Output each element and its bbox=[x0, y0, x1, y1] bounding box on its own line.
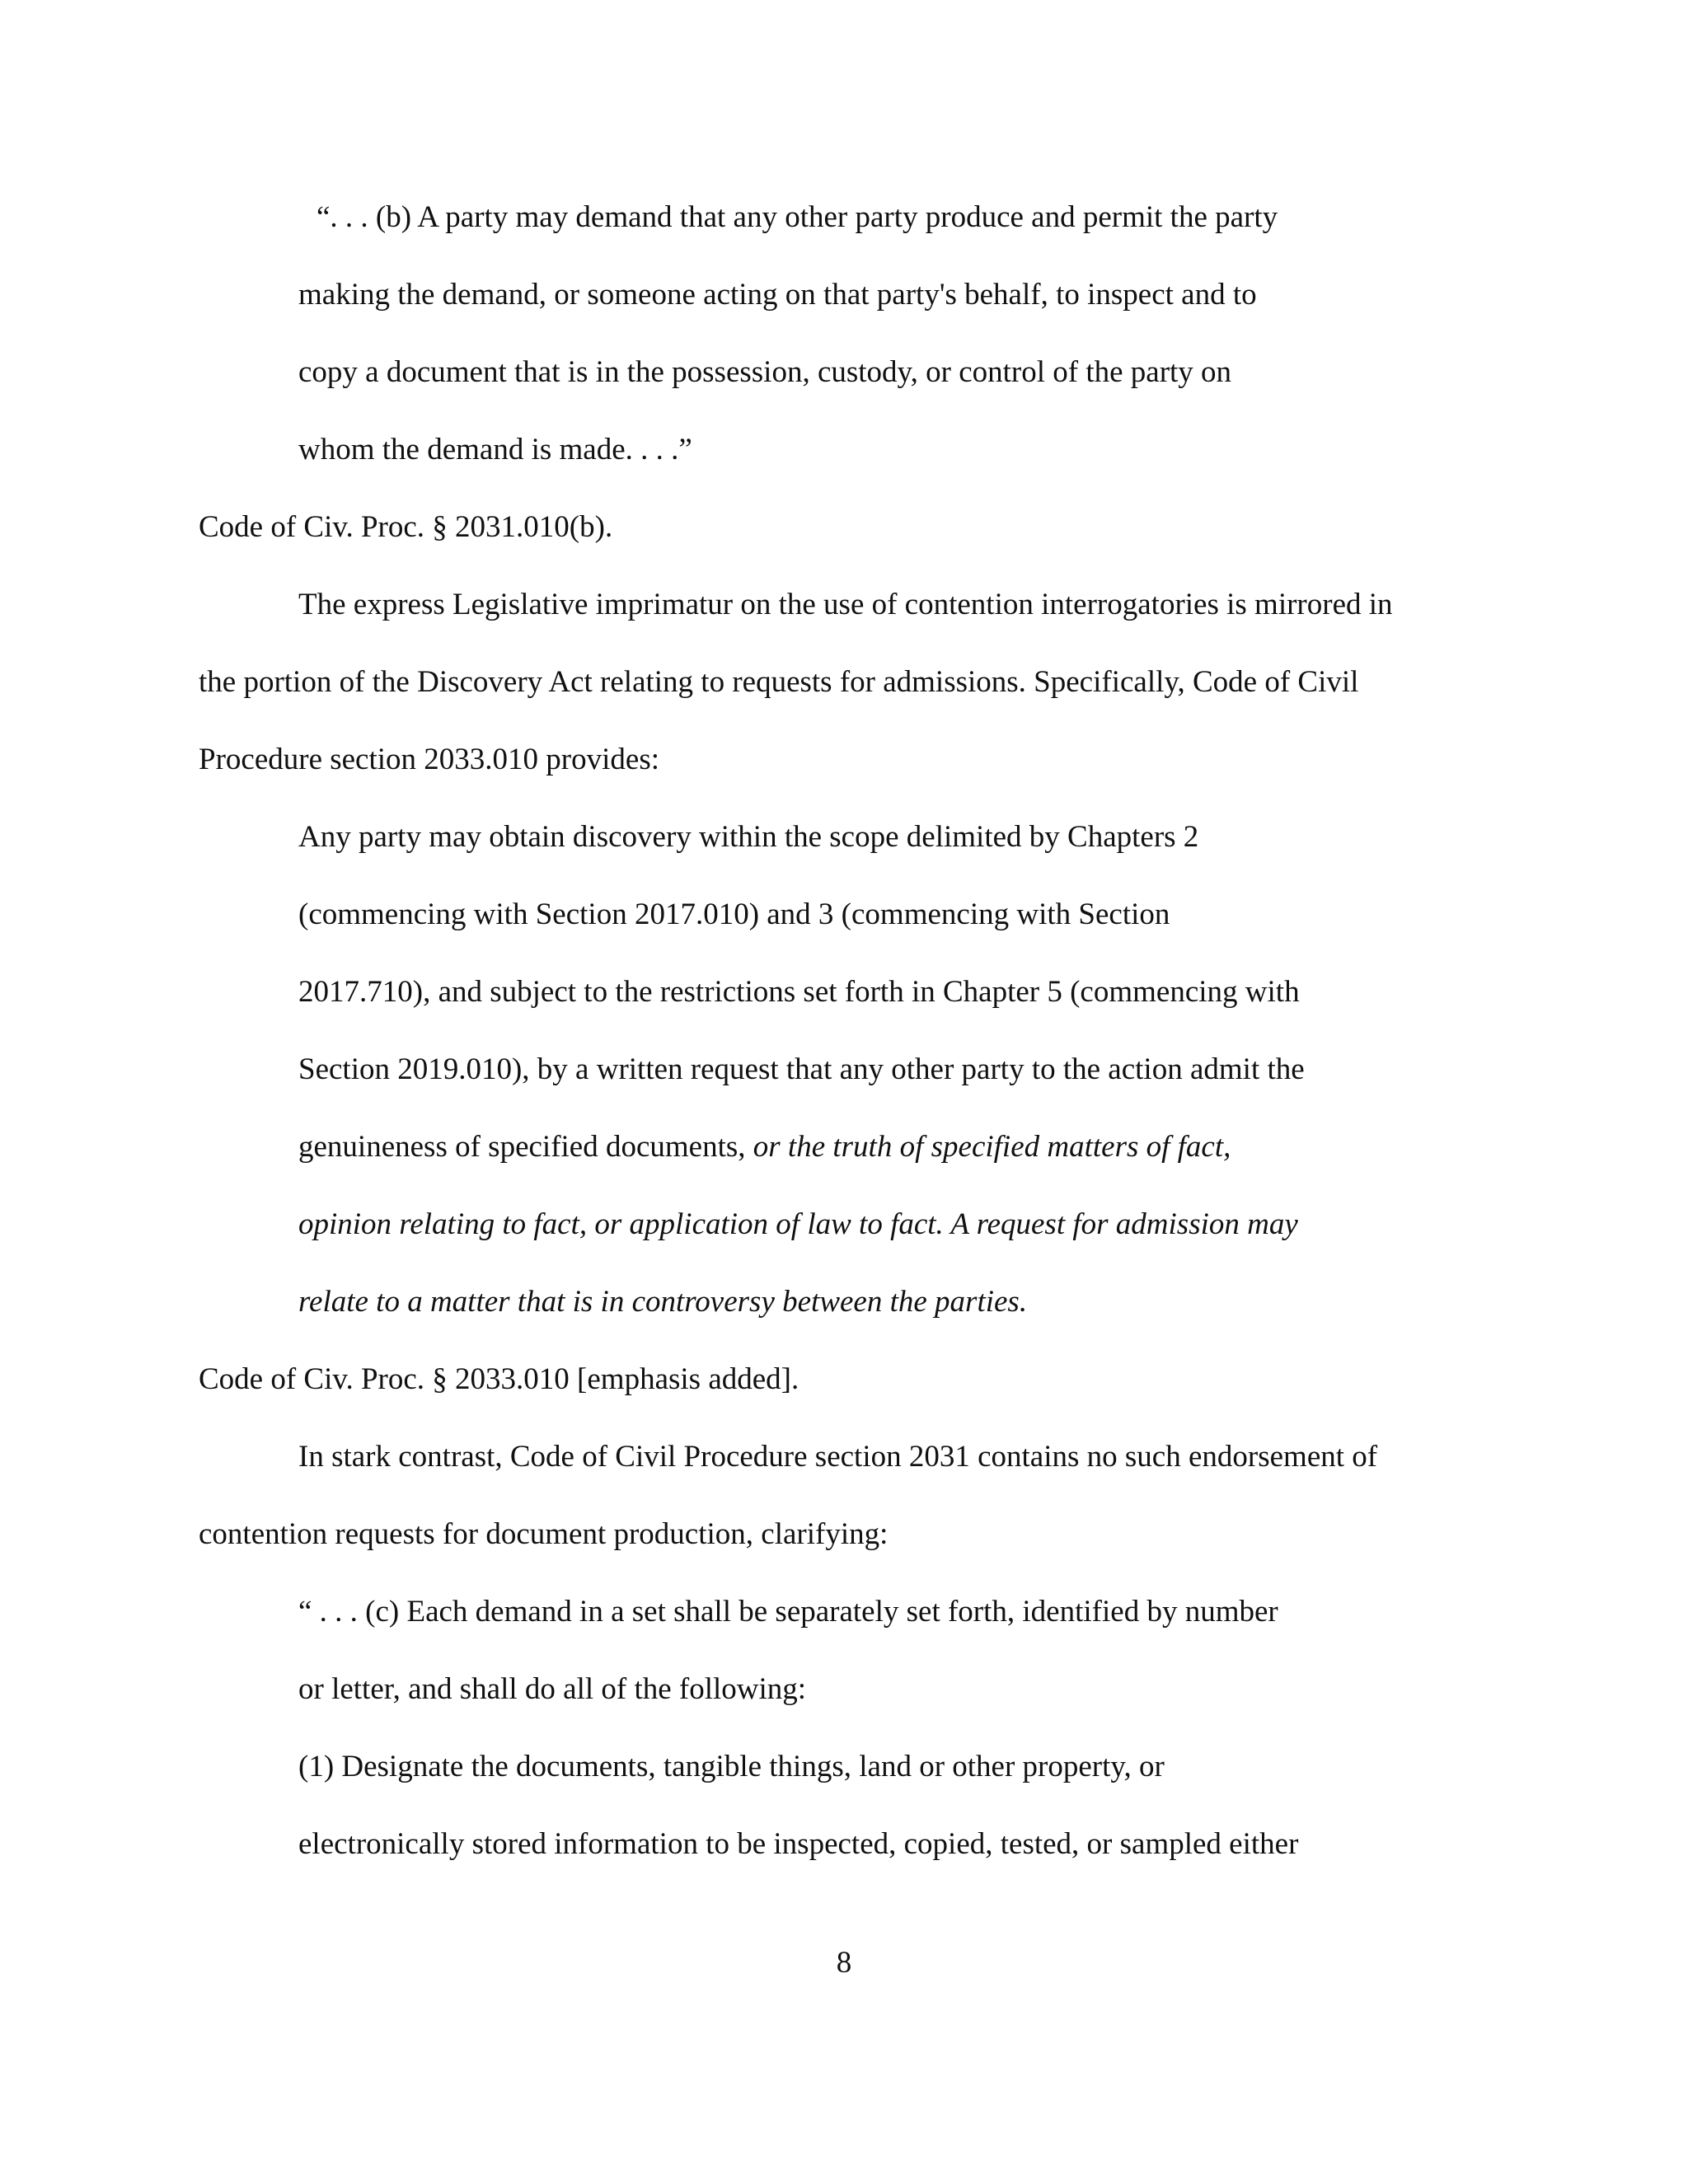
quote-2033-line-4: Section 2019.010), by a written request that any other party to the action admit the bbox=[298, 1052, 1305, 1086]
quote-2033-line-5 bbox=[298, 1129, 1231, 1165]
quote-2033-emphasis-line-7: relate to a matter that is in controversy between the parties. bbox=[298, 1285, 1028, 1319]
quote-c-line-3: (1) Designate the documents, tangible things, land or other property, or bbox=[298, 1750, 1165, 1783]
quote-b-line-3: copy a document that is in the possession, custody, or control of the party on bbox=[298, 355, 1232, 389]
para-2-line-1: In stark contrast, Code of Civil Procedure section 2031 contains no such endorsement of bbox=[298, 1440, 1378, 1474]
quote-b-line-2: making the demand, or someone acting on that party's behalf, to inspect and to bbox=[298, 278, 1257, 312]
para-1-line-1: The express Legislative imprimatur on the use of contention interrogatories is mirrored in bbox=[298, 588, 1393, 621]
quote-2033-emphasis-line-6: opinion relating to fact, or application of law to fact. A request for admission may bbox=[298, 1207, 1298, 1241]
quote-b-line-1: “. . . (b) A party may demand that any other party produce and permit the party bbox=[316, 200, 1278, 234]
quote-c-line-2: or letter, and shall do all of the following: bbox=[298, 1672, 807, 1706]
quote-c-line-4: electronically stored information to be inspected, copied, tested, or sampled either bbox=[298, 1827, 1299, 1861]
quote-2033-line-5-plain: genuineness of specified documents, bbox=[298, 1130, 753, 1164]
quote-c-line-1: “ . . . (c) Each demand in a set shall be separately set forth, identified by number bbox=[298, 1595, 1278, 1629]
quote-b-line-4: whom the demand is made. . . .” bbox=[298, 433, 692, 466]
citation-2031: Code of Civ. Proc. § 2031.010(b). bbox=[199, 510, 613, 544]
quote-2033-line-1: Any party may obtain discovery within the scope delimited by Chapters 2 bbox=[298, 820, 1199, 854]
para-2-line-2: contention requests for document production, clarifying: bbox=[199, 1517, 889, 1551]
quote-2033-line-3: 2017.710), and subject to the restrictions set forth in Chapter 5 (commencing with bbox=[298, 975, 1300, 1009]
para-1-line-2: the portion of the Discovery Act relating to requests for admissions. Specifically, Code of Civil bbox=[199, 665, 1359, 699]
quote-2033-line-2: (commencing with Section 2017.010) and 3 (commencing with Section bbox=[298, 898, 1170, 931]
para-1-line-3: Procedure section 2033.010 provides: bbox=[199, 743, 659, 776]
quote-2033-line-7 bbox=[298, 1284, 1027, 1320]
quote-2033-line-5-emphasis: or the truth of specified matters of fact, bbox=[753, 1130, 1231, 1164]
citation-2033: Code of Civ. Proc. § 2033.010 [emphasis added]. bbox=[199, 1362, 799, 1396]
quote-2033-line-6 bbox=[298, 1207, 1298, 1243]
page-number: 8 bbox=[836, 1946, 852, 1980]
